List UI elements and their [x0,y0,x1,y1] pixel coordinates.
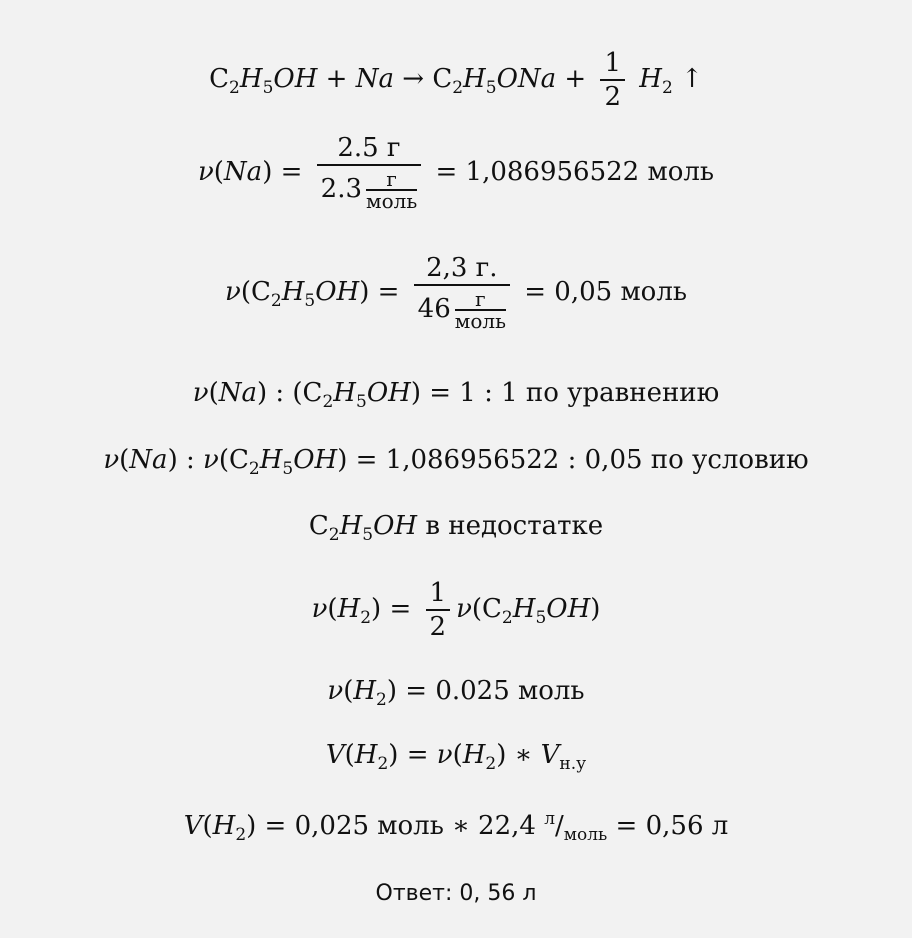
reactant-sodium: Na [355,64,394,94]
volume-calculation: $V(H_2) = 0,025$ моль ∗ 22,4 $^л/_{моль} = 0,56$ л [183,809,729,845]
answer-line: Ответ: 0, 56 л [375,881,537,906]
unit-fraction: г моль [454,287,506,333]
volume-formula: $V(H_2) = \nu(H_2)$ ∗ $V_{н.у}$ [325,740,587,774]
plus-sign: + [325,64,348,94]
coefficient-fraction: $\frac{1}{2}$ [600,50,625,110]
product-hydrogen: $H_2$ [639,64,673,98]
unit-fraction: г моль [366,167,418,213]
limiting-reagent-statement: $C_2H_5OH$ в недостатке [308,511,604,545]
moles-h2-value: $\nu(H_2) = 0.025$ моль [327,676,585,710]
moles-na-result: = 1,086956522 моль [435,157,715,187]
moles-h2-relation: $\nu(H_2)$ = $\frac{1}{2}$ $\nu(C_2H_5OH)$ [311,578,601,642]
plus-sign: + [564,64,587,94]
product-sodium-ethoxide: $C_2H_5ONa$ [432,64,557,98]
reaction-equation [0,50,912,110]
moles-na-equation [0,135,912,211]
moles-ethanol-result: = 0,05 моль [524,277,687,307]
molar-mass-value: 2.3 [320,174,363,204]
mass-over-molar-mass [317,135,422,211]
reaction-arrow: → [402,64,425,94]
molar-mass-value: 46 [417,294,451,324]
mass-value: 2.5 г [337,133,401,163]
mass-over-molar-mass [414,255,510,331]
half-fraction: $\frac{1}{2}$ [426,580,451,640]
ratio-by-equation: ν(Na) : $(C_2H_5OH) = 1$ : 1 по уравнению [192,378,720,412]
mass-value: 2,3 г. [426,253,498,283]
reactant-ethanol: $C_2H_5OH$ [209,64,318,98]
gas-arrow: ↑ [681,64,703,94]
moles-na-lhs: ν(Na) = [197,157,303,187]
moles-ethanol-lhs: $\nu(C_2H_5OH)$ = [225,277,400,311]
moles-ethanol-equation [0,255,912,331]
ratio-by-condition: ν(Na) : $\nu(C_2H_5OH) = 1,086956522$ : 0,05 по условию [103,445,809,479]
